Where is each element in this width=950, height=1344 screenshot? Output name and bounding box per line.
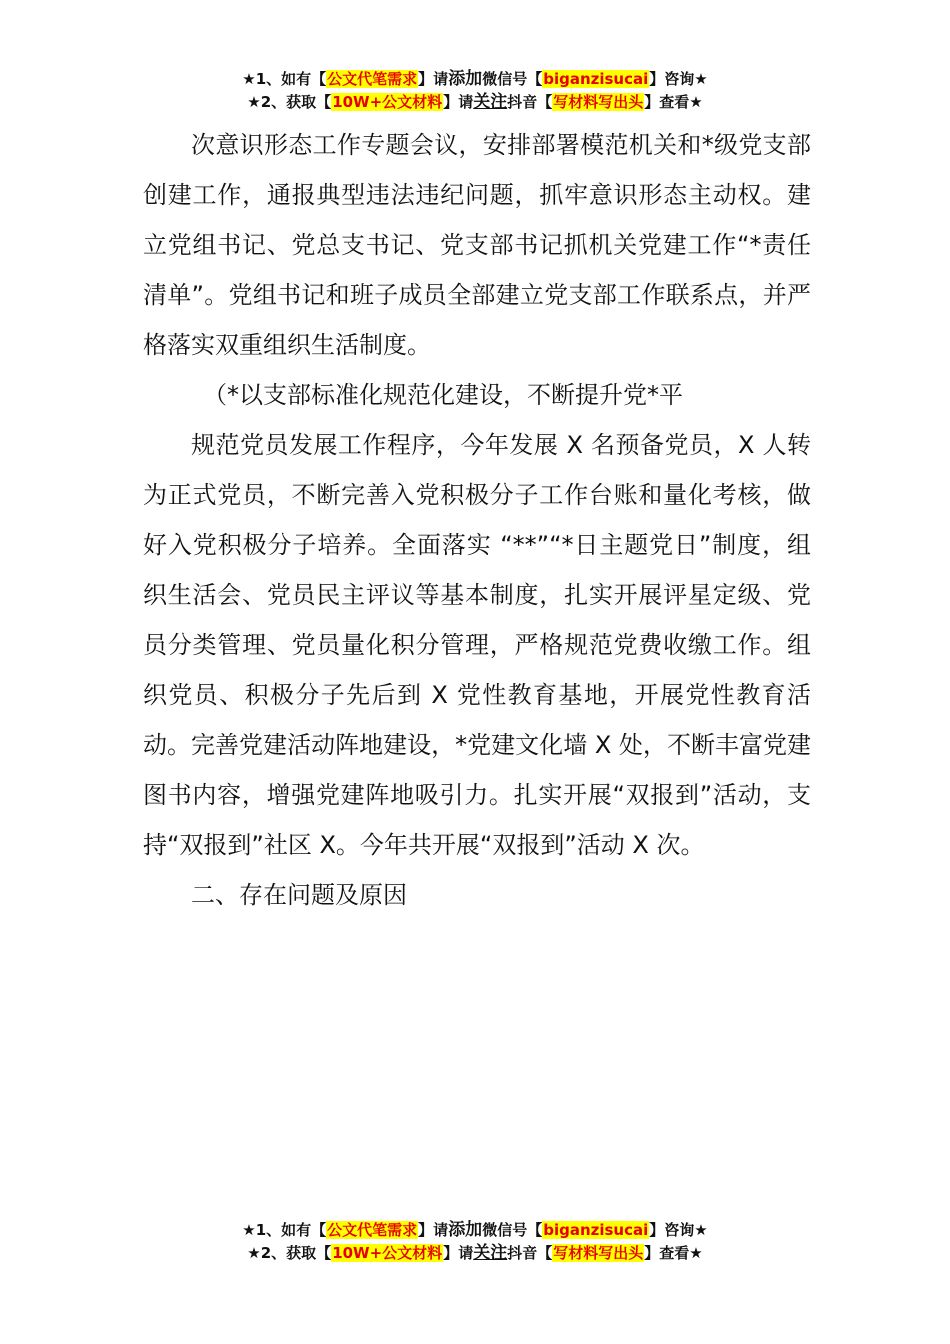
materials-highlight: 10W+公文材料: [332, 1244, 443, 1262]
banner-text: 】请: [443, 93, 474, 111]
banner-line-1: [0, 1219, 950, 1242]
section-heading-branch-standardization: （*以支部标准化规范化建设，不断提升党*平: [203, 381, 683, 409]
douyin-id-highlight: 写材料写出头: [553, 1244, 644, 1262]
banner-emphasis: 关注: [473, 1243, 508, 1263]
banner-line-2: [0, 91, 950, 114]
service-highlight: 公文代笔需求: [327, 70, 418, 88]
banner-text: 抖音【: [507, 1244, 553, 1262]
banner-text: 】咨询★: [649, 1221, 708, 1239]
douyin-id-highlight: 写材料写出头: [553, 93, 644, 111]
top-banner: [0, 68, 950, 114]
banner-text: ★1、如有【: [242, 1221, 327, 1239]
banner-line-2: [0, 1242, 950, 1265]
banner-text: ★2、获取【: [247, 1244, 332, 1262]
service-highlight: 公文代笔需求: [327, 1221, 418, 1239]
materials-highlight: 10W+公文材料: [332, 93, 443, 111]
banner-text: 微信号【: [482, 1221, 543, 1239]
banner-text: 】请: [443, 1244, 474, 1262]
paragraph-member-development: 规范党员发展工作程序，今年发展 X 名预备党员，X 人转为正式党员，不断完善入党积极分子工作台账和量化考核，做好入党积极分子培养。全面落实 “**”“*日主题党日”制度，组织生活会、党员民主评议等基本制度，扎实开展评星定级、党员分类管理、党员量化积分管理，严格规范党费收缴工作。组织党员、积极分子先后到 X 党性教育基地，开展党性教育活动。完善党建活动阵地建设，*党建文化墙 X 处，不断丰富党建图书内容，增强党建阵地吸引力。扎实开展“双报到”活动，支持“双报到”社区 X。今年共开展“双报到”活动 X 次。: [143, 431, 811, 859]
wechat-id-highlight: biganzisucai: [543, 1221, 649, 1239]
banner-text: 】查看★: [644, 1244, 703, 1262]
section-heading-problems: 二、存在问题及原因: [191, 881, 407, 909]
document-body: [143, 120, 811, 920]
bottom-banner: [0, 1219, 950, 1265]
banner-emphasis: 添加: [448, 1220, 483, 1240]
banner-line-1: [0, 68, 950, 91]
banner-text: 微信号【: [482, 70, 543, 88]
paragraph-ideology-work: 次意识形态工作专题会议，安排部署模范机关和*级党支部创建工作，通报典型违法违纪问题，抓牢意识形态主动权。建立党组书记、党总支书记、党支部书记抓机关党建工作“*责任清单”。党组书记和班子成员全部建立党支部工作联系点，并严格落实双重组织生活制度。: [143, 131, 811, 359]
banner-emphasis: 添加: [448, 69, 483, 89]
banner-text: 】咨询★: [649, 70, 708, 88]
banner-emphasis: 关注: [473, 92, 508, 112]
banner-text: ★1、如有【: [242, 70, 327, 88]
wechat-id-highlight: biganzisucai: [543, 70, 649, 88]
banner-text: 】请: [418, 70, 449, 88]
banner-text: ★2、获取【: [247, 93, 332, 111]
banner-text: 】查看★: [644, 93, 703, 111]
banner-text: 】请: [418, 1221, 449, 1239]
banner-text: 抖音【: [507, 93, 553, 111]
